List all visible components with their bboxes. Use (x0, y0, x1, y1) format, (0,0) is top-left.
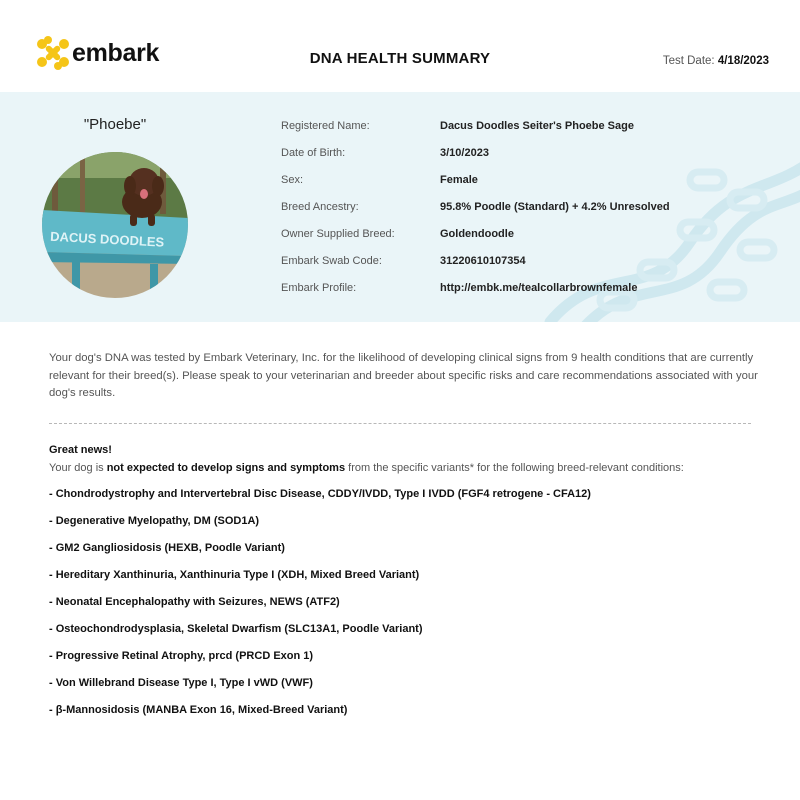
condition-item: - Progressive Retinal Atrophy, prcd (PRCD Exon 1) (49, 650, 314, 662)
brand-name: embark (72, 38, 160, 67)
detail-value: 31220610107354 (440, 254, 526, 267)
condition-item: - Hereditary Xanthinuria, Xanthinuria Type I (XDH, Mixed Breed Variant) (49, 569, 420, 581)
test-date-label: Test Date: (662, 55, 715, 67)
detail-row-sex (281, 166, 761, 193)
test-date-value: 4/18/2023 (717, 55, 769, 67)
detail-row-swab-code (281, 247, 761, 274)
dog-call-name: "Phoebe" (83, 116, 147, 133)
results-summary (49, 462, 684, 474)
embark-profile-link[interactable]: http://embk.me/tealcollarbrownfemale (440, 281, 638, 294)
detail-row-embark-profile (281, 274, 761, 301)
summary-prefix: Your dog is (49, 462, 107, 474)
dog-profile-panel (0, 92, 800, 322)
detail-value: Dacus Doodles Seiter's Phoebe Sage (440, 119, 634, 132)
dog-details (281, 112, 761, 301)
detail-row-breed-ancestry (281, 193, 761, 220)
conditions-list (49, 481, 591, 724)
detail-row-date-of-birth (281, 139, 761, 166)
condition-item: - Chondrodystrophy and Intervertebral Disc Disease, CDDY/IVDD, Type I IVDD (FGF4 retrogene - CFA12) (49, 488, 591, 500)
test-date (663, 55, 769, 67)
condition-item: - β-Mannosidosis (MANBA Exon 16, Mixed-Breed Variant) (49, 704, 348, 716)
detail-value: Female (440, 173, 478, 186)
condition-item: - Neonatal Encephalopathy with Seizures, NEWS (ATF2) (49, 596, 340, 608)
detail-row-registered-name (281, 112, 761, 139)
detail-label: Date of Birth: (281, 146, 346, 159)
detail-value: 3/10/2023 (440, 146, 489, 159)
section-divider (49, 423, 751, 424)
document-title: DNA HEALTH SUMMARY (309, 50, 491, 67)
detail-value: Goldendoodle (440, 227, 514, 240)
intro-paragraph: Your dog's DNA was tested by Embark Veterinary, Inc. for the likelihood of developing clinical signs from 9 health conditions that are currently relevant for their breed(s). Please speak to your veterinarian and breeder about specific risks and care recommendations associated with your dog's results. (49, 352, 758, 399)
detail-row-owner-supplied-breed (281, 220, 761, 247)
detail-label: Owner Supplied Breed: (281, 227, 395, 240)
detail-value: 95.8% Poodle (Standard) + 4.2% Unresolved (440, 200, 670, 213)
detail-label: Breed Ancestry: (281, 200, 359, 213)
condition-item: - Von Willebrand Disease Type I, Type I vWD (VWF) (49, 677, 313, 689)
detail-label: Embark Profile: (281, 281, 357, 294)
detail-label: Sex: (281, 173, 304, 186)
condition-item: - Degenerative Myelopathy, DM (SOD1A) (49, 515, 260, 527)
dog-photo (42, 152, 188, 298)
detail-label: Registered Name: (281, 119, 370, 132)
condition-item: - Osteochondrodysplasia, Skeletal Dwarfism (SLC13A1, Poodle Variant) (49, 623, 423, 635)
report-header (0, 0, 800, 92)
detail-label: Embark Swab Code: (281, 254, 382, 267)
summary-emphasis: not expected to develop signs and symptoms (106, 462, 346, 474)
photo-sign-text: DACUS DOODLES (49, 228, 165, 250)
results-heading: Great news! (49, 444, 112, 456)
summary-suffix: from the specific variants* for the following breed-relevant conditions: (345, 462, 684, 474)
condition-item: - GM2 Gangliosidosis (HEXB, Poodle Variant) (49, 542, 285, 554)
